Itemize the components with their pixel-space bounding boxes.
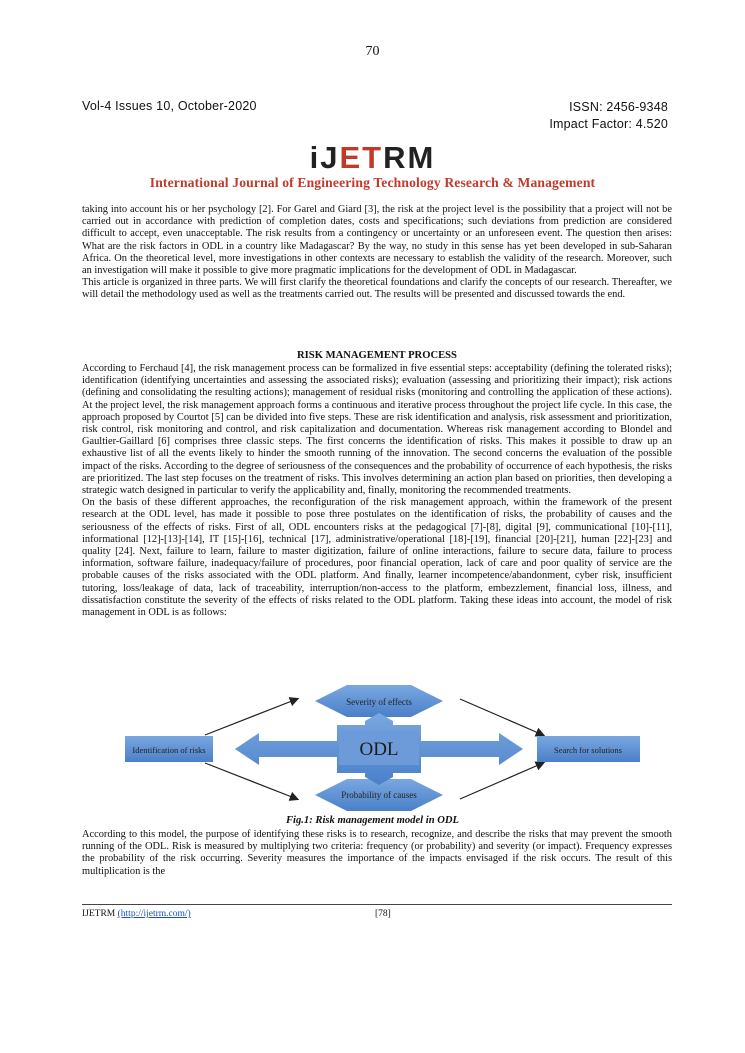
section-heading: RISK MANAGEMENT PROCESS (297, 350, 457, 361)
arrow-left-to-top (205, 699, 297, 735)
page-number: 70 (365, 44, 380, 59)
odl-label: ODL (359, 739, 399, 760)
footer-journal (82, 909, 191, 919)
volume-info: Vol-4 Issues 10, October-2020 (82, 99, 257, 113)
footer-journal-name: IJETRM (82, 909, 116, 919)
issn-block (549, 99, 668, 133)
figure-caption: Fig.1: Risk management model in ODL (285, 815, 460, 826)
journal-logo (0, 140, 745, 176)
logo-part-1: iJ (309, 140, 340, 175)
arrow-bottom-to-right (460, 763, 543, 799)
footer-page: [78] (375, 909, 391, 919)
journal-title: International Journal of Engineering Technology Research & Management (149, 175, 596, 190)
solutions-label: Search for solutions (554, 745, 622, 755)
logo-part-2: ET (339, 140, 384, 175)
arrow-left-to-bottom (205, 763, 297, 799)
severity-label: Severity of effects (346, 697, 412, 707)
impact-factor: Impact Factor: 4.520 (549, 117, 668, 131)
paragraph-4: On the basis of these different approaches, the reconfiguration of the risk management approach, within the framework of the present research at the ODL level, has made it possible to pose three postulates on the identification of risks, the probability of causes and the seriousness of the effects of risks. First of all, ODL encounters risks at the pedagogical [7]-[8], digital [9], communicational [10]-[11], informational [12]-[13]-[14], IT [15]-[16], technical [17], administrative/operational [18]-[19], financial [20]-[21], human [22]-[23] and quality [24]. Next, failure to learn, failure to master digitization, failure of online interactions, failure to secure data, failure to process information, software failure, inadequacy/failure of procedures, poor financial operation, lack of care and poor quality of service are the probable causes of the risks associated with the ODL platform. And finally, learner incompetence/abandonment, cyber risk, insufficient tutoring, loss/leakage of data, lack of traceability, interruption/non-access to the platform, embezzlement, financial loss, illness, and dissatisfaction constitute the severity of the effects of risks related to the ODL platform. Taking these ideas into account, the model of risk management in ODL is as follows: (82, 497, 672, 619)
paragraph-1: taking into account his or her psychology [2]. For Garel and Giard [3], the risk at the project level is the possibility that a project will not be carried out in accordance with prediction of completion dates, costs and specifications; such deviations from prediction are considered difficult to accept, even unacceptable. The risk results from a contingency or uncertainty or an unforeseen event. The question then arises: What are the risk factors in ODL in a country like Madagascar? By the way, no study in this sense has yet been developed in sub-Saharan Africa. On the theoretical level, more investigations in other contexts are necessary to establish the validity of the research. Moreover, such an investigation will make it possible to give more pragmatic implications for the development of ODL in Madagascar. (82, 204, 672, 277)
section-text (82, 363, 672, 619)
intro-text (82, 204, 672, 302)
footer-divider (82, 904, 672, 905)
risk-model-diagram (125, 683, 640, 811)
logo-part-3: RM (383, 140, 436, 175)
issn: ISSN: 2456-9348 (569, 100, 668, 114)
paragraph-5: According to this model, the purpose of identifying these risks is to research, recognize, and describe the risks that may prevent the smooth running of the ODL. Risk is measured by multiplying two criteria: frequency (or probability) and severity (or impact). Frequency expresses the probability of the risk occurring. Severity measures the importance of the impacts envisaged if the risk occurs. The result of this multiplication is the (82, 829, 672, 877)
paragraph-3: According to Ferchaud [4], the risk management process can be formalized in five essential steps: acceptability (defining the tolerated risks); identification (identifying uncertainties and assessing the associated risks); evaluation (assessing and prioritizing their impact); risk actions (defining and consolidating the resulting actions); management of residual risks (monitoring and controlling the application of these actions). At the project level, the risk management approach forms a continuous and iterative process throughout the project life cycle. In this case, the approach proposed by Courtot [5] can be divided into five steps. These are risk identification and analysis, risk assessment and prioritization, risk control, risk monitoring and control, and risk capitalization and documentation. Whereas risk management according to Blondel and Gaultier-Gaillard [6] comprises three classic steps. The first concerns the identification of risks. This makes it possible to draw up an exhaustive list of all the events likely to hinder the smooth running of the innovation. The second concerns the evaluation of the possible impact of the risks. According to the degree of seriousness of the consequences and the probability of occurrence of each hypothesis, the risks are prioritized. The last step focuses on the treatment of risks. This involves determining an action plan based on priorities, then developing a strategic watch designed in particular to verify the applicability and, finally, monitoring the recommended treatments. (82, 363, 672, 497)
footer-link[interactable]: (http://ijetrm.com/) (117, 909, 191, 919)
closing-text (82, 829, 672, 878)
paragraph-2: This article is organized in three parts. We will first clarify the theoretical foundations and clarify the concepts of our research. Thereafter, we will detail the methodology used as well as the treatments carried out. The results will be presented and discussed towards the end. (82, 277, 672, 301)
arrow-top-to-right (460, 699, 543, 735)
probability-label: Probability of causes (341, 790, 417, 800)
identification-label: Identification of risks (132, 745, 206, 755)
